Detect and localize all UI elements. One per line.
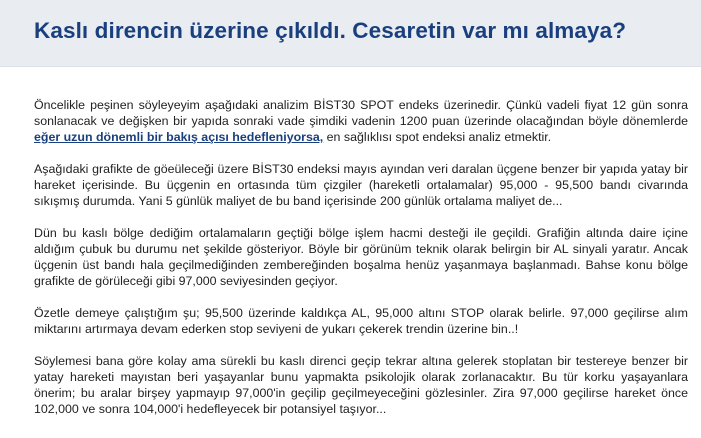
paragraph-breakout: Dün bu kaslı bölge dediğim ortalamaların geçtiği bölge işlem hacmi desteği ile geçildi. Grafiğin altında daire içine aldığım çubuk bu durumu net şekilde gösteriyor. Böyle bir görünüm teknik olarak belirgin bir AL sinyali yaratır. Ancak üçgenin üst bandı hala geçilmediğinden zembereğinden boşalma henüz yaşanmaya başlanmadı. Bahse konu bölge grafikte de görüleceği gibi 97,000 seviyesinden geçiyor. bbox=[34, 226, 688, 288]
paragraph-advice: Söylemesi bana göre kolay ama sürekli bu kaslı direnci geçip tekrar altına gelerek stoplatan bir testereye benzer bir yatay hareketi mayıstan beri yaşayanlar bunu yapmakta psikolojik olarak zorlanacaktır. Bu tür korku yaşayanlara önerim; bu aralar birşey yapmayıp 97,000'in geçilip geçilmeyeceğini gözlesinler. Zira 97,000 geçilirse hareket önce 102,000 ve sonra 104,000'i hedefleyecek bir potansiyel taşıyor... bbox=[34, 354, 688, 416]
paragraph-chart-description: Aşağıdaki grafikte de göeüleceği üzere BİST30 endeksi mayıs ayından veri daralan üçgene benzer bir yapıda yatay bir hareket içerisinde. Bu üçgenin en ortasında tüm çizgiler (hareketli ortalamalar) 95,000 - 95,500 bandı civarında sıkışmış durumda. Yani 5 günlük maliyet de bu band içerisinde 200 günlük ortalama maliyet de... bbox=[34, 162, 688, 208]
article-header bbox=[0, 0, 701, 67]
paragraph-intro-end: en sağlıklısı spot endeksi analiz etmektir. bbox=[323, 130, 552, 144]
paragraph-intro bbox=[34, 97, 688, 145]
paragraph-intro-text: Öncelikle peşinen söyleyeyim aşağıdaki analizim BİST30 SPOT endeks üzerinedir. Çünkü vadeli fiyat 12 gün sonra sonlanacak ve değişken bir yapıda sonraki vade şimdiki vadenin 1200 puan üzerinde olacağından böyle dönemlerde bbox=[34, 98, 688, 128]
long-term-perspective-link[interactable]: eğer uzun dönemli bir bakış açısı hedefleniyorsa, bbox=[34, 130, 324, 144]
article-body bbox=[34, 97, 688, 417]
article-title: Kaslı direncin üzerine çıkıldı. Cesaretin var mı almaya? bbox=[34, 18, 627, 43]
paragraph-summary: Özetle demeye çalıştığım şu; 95,500 üzerinde kaldıkça AL, 95,000 altını STOP olarak belirle. 97,000 geçilirse alım miktarını artırmaya devam ederken stop seviyeni de yukarı çekerek trendin üzerine bin..! bbox=[34, 306, 688, 336]
